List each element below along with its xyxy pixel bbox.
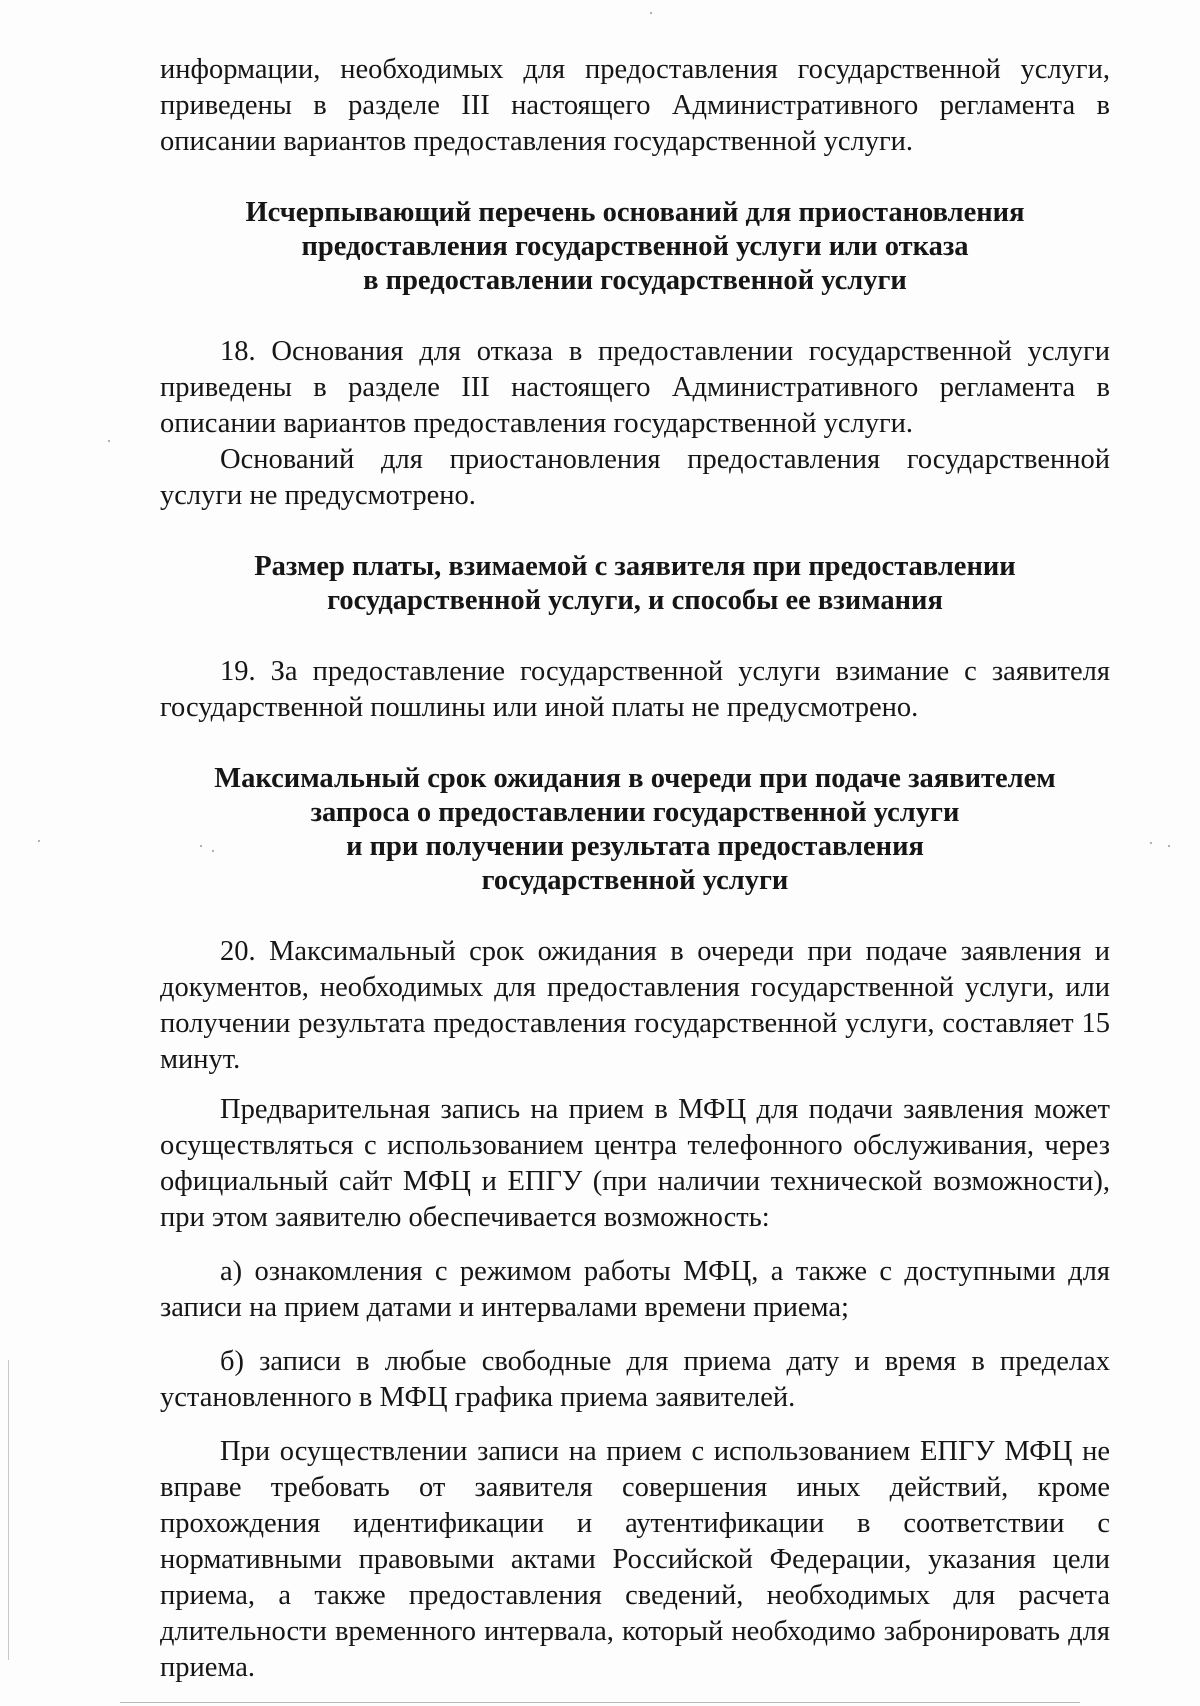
paragraph-20-max-wait: 20. Максимальный срок ожидания в очереди при подаче заявления и документов, необходимых для предоставления государственной услуги, или получении результата предоставления государственной услуги, составляет 15 минут. (160, 936, 1110, 1075)
paragraph-18-refusal: 18. Основания для отказа в предоставлении государственной услуги приведены в разделе III настоящего Административного регламента в описании вариантов предоставления государственной услуги. (160, 336, 1110, 439)
document-body (160, 52, 1110, 1686)
heading-line: предоставления государственной услуги или отказа (301, 231, 969, 262)
heading-suspension-refusal-grounds (160, 196, 1110, 298)
paragraph-20-pre-registration: Предварительная запись на прием в МФЦ для подачи заявления может осуществляться с использованием центра телефонного обслуживания, через официальный сайт МФЦ и ЕПГУ (при наличии технической возможности), при этом заявителю обеспечивается возможность: (160, 1094, 1110, 1233)
scan-speck (38, 840, 40, 842)
paragraph-20-epgu-restriction: При осуществлении записи на прием с использованием ЕПГУ МФЦ не вправе требовать от заявителя совершения иных действий, кроме прохождения идентификации и аутентификации в соответствии с нормативными правовыми актами Российской Федерации, указания цели приема, а также предоставления сведений, необходимых для расчета длительности временного интервала, который необходимо забронировать для приема. (160, 1436, 1110, 1683)
heading-line: запроса о предоставлении государственной услуги (310, 797, 960, 828)
heading-line: Размер платы, взимаемой с заявителя при предоставлении (254, 551, 1016, 582)
heading-line: в предоставлении государственной услуги (363, 265, 907, 296)
heading-fee (160, 550, 1110, 618)
paragraph-20-item-b: б) записи в любые свободные для приема дату и время в пределах установленного в МФЦ графика приема заявителей. (160, 1346, 1110, 1413)
paragraph-intro-continuation: информации, необходимых для предоставления государственной услуги, приведены в разделе III настоящего Административного регламента в описании вариантов предоставления государственной услуги. (160, 54, 1110, 157)
scan-edge-line (8, 1360, 9, 1660)
scan-speck (650, 12, 652, 14)
heading-line: и при получении результата предоставления (346, 831, 924, 862)
scan-speck (1150, 842, 1152, 844)
heading-line: Исчерпывающий перечень оснований для приостановления (245, 197, 1025, 228)
heading-queue-waiting-time (160, 762, 1110, 898)
paragraph-19-fee: 19. За предоставление государственной услуги взимание с заявителя государственной пошлины или иной платы не предусмотрено. (160, 656, 1110, 723)
scan-bottom-line (120, 1702, 1080, 1703)
scan-speck (1168, 845, 1170, 847)
scan-speck (108, 440, 110, 442)
paragraph-20-item-a: а) ознакомления с режимом работы МФЦ, а также с доступными для записи на прием датами и интервалами времени приема; (160, 1256, 1110, 1323)
paragraph-18-suspension: Оснований для приостановления предоставления государственной услуги не предусмотрено. (160, 444, 1110, 511)
heading-line: государственной услуги, и способы ее взимания (327, 585, 943, 616)
heading-line: Максимальный срок ожидания в очереди при подаче заявителем (214, 763, 1056, 794)
heading-line: государственной услуги (481, 865, 789, 896)
